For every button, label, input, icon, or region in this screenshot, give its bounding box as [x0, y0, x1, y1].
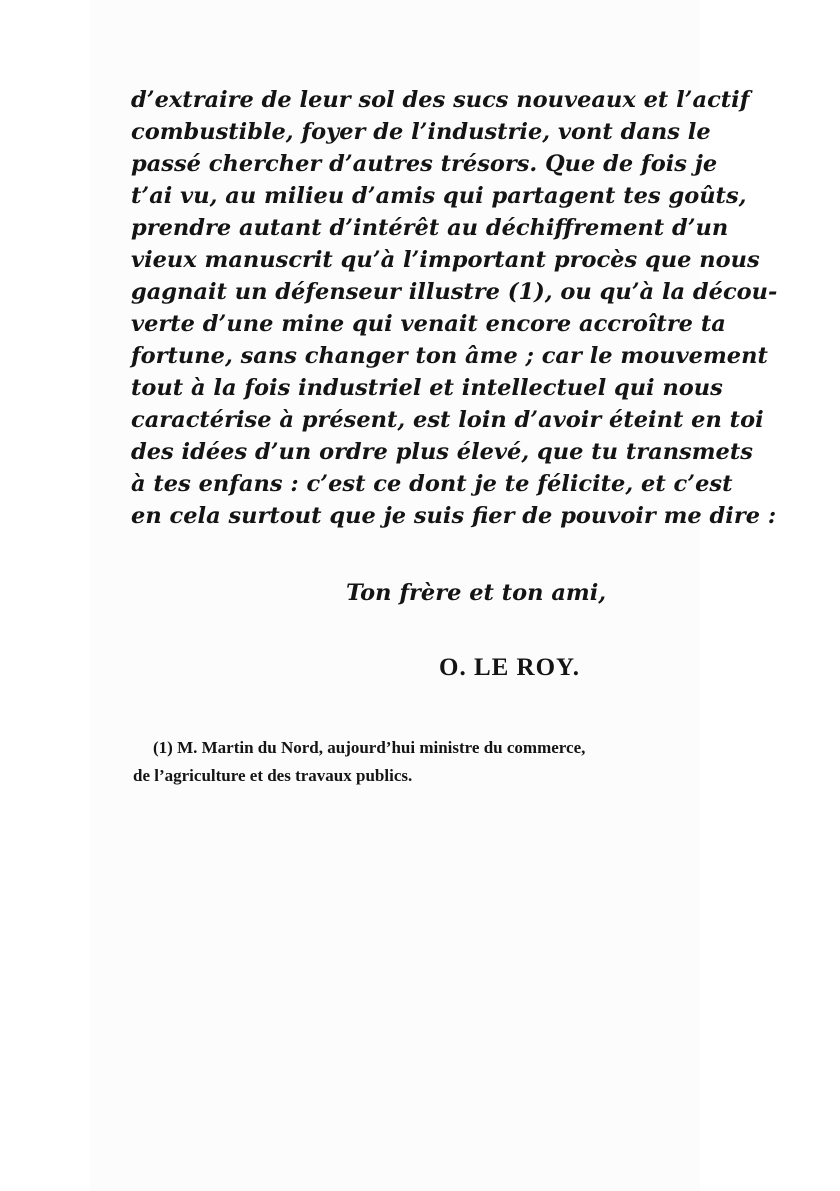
letter-line: vieux manuscrit qu’à l’important procès que nous — [131, 247, 760, 273]
letter-line: des idées d’un ordre plus élevé, que tu transmets — [131, 439, 753, 465]
letter-body — [131, 84, 778, 532]
letter-line: tout à la fois industriel et intellectuel qui nous — [131, 375, 723, 401]
letter-line: verte d’une mine qui venait encore accroître ta — [131, 311, 726, 337]
letter-line: gagnait un défenseur illustre (1), ou qu’à la décou- — [131, 279, 778, 305]
letter-line: fortune, sans changer ton âme ; car le mouvement — [131, 343, 768, 369]
letter-line: en cela surtout que je suis fier de pouvoir me dire : — [131, 503, 777, 529]
letter-line: à tes enfans : c’est ce dont je te félicite, et c’est — [131, 471, 733, 497]
letter-line: caractérise à présent, est loin d’avoir éteint en toi — [131, 407, 764, 433]
footnote — [133, 734, 665, 790]
letter-line: d’extraire de leur sol des sucs nouveaux et l’actif — [131, 87, 750, 113]
footnote-line: de l’agriculture et des travaux publics. — [133, 766, 413, 785]
letter-line: passé chercher d’autres trésors. Que de fois je — [131, 151, 718, 177]
letter-line: combustible, foyer de l’industrie, vont dans le — [131, 119, 711, 145]
letter-line: t’ai vu, au milieu d’amis qui partagent tes goûts, — [131, 183, 747, 209]
letter-line: prendre autant d’intérêt au déchiffrement d’un — [131, 215, 729, 241]
footnote-line: (1) M. Martin du Nord, aujourd’hui ministre du commerce, — [153, 738, 586, 757]
letter-signature: O. LE ROY. — [439, 654, 581, 681]
letter-closing: Ton frère et ton ami, — [346, 580, 607, 606]
